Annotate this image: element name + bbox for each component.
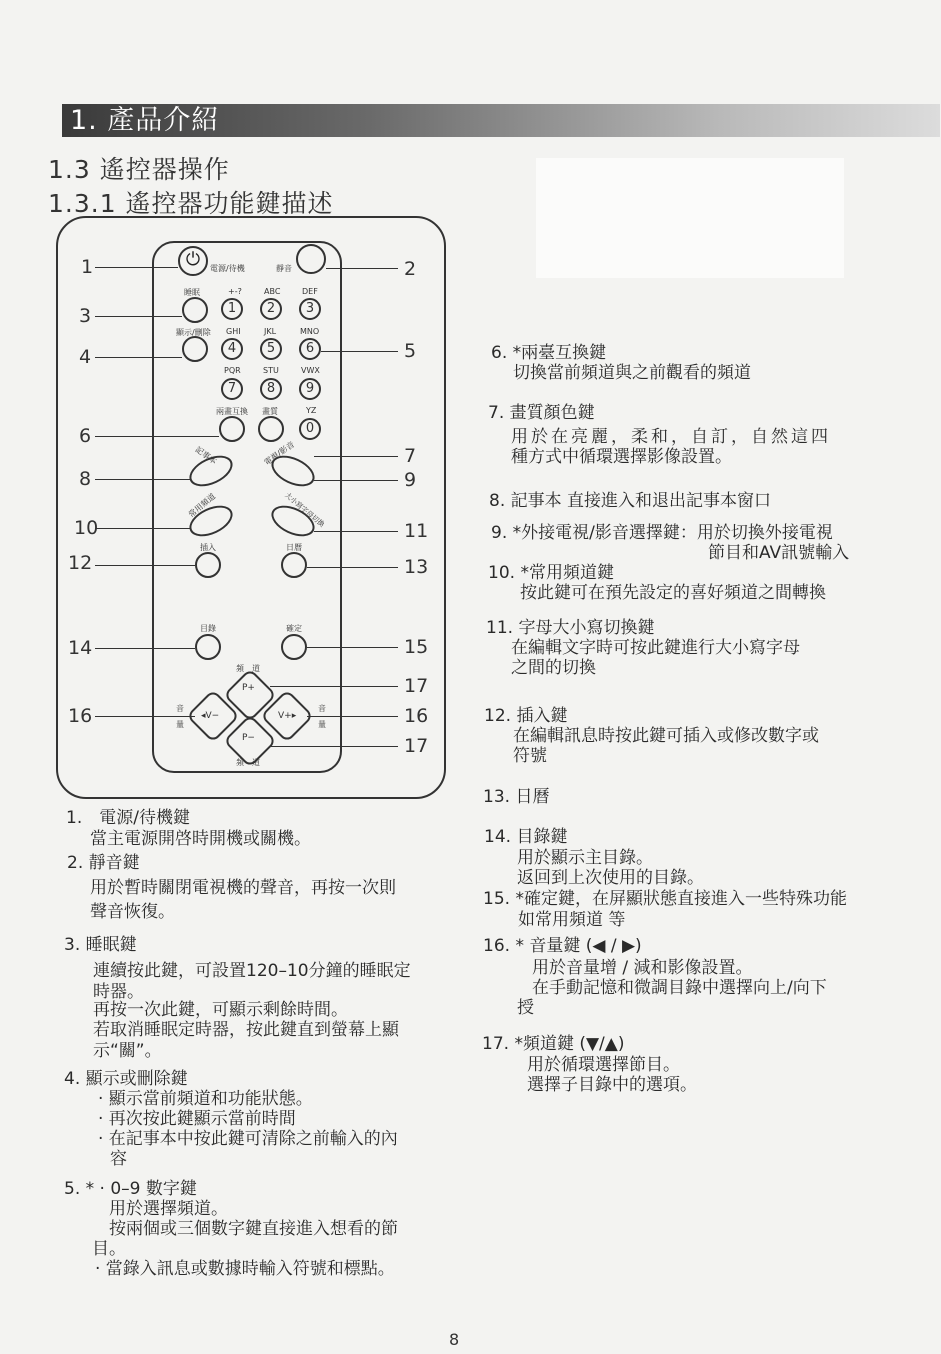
item-7-title: 7. 畫質顏色鍵 [488,403,595,423]
callout-16b: 16 [404,705,429,727]
item-6-line: 切換當前頻道與之前觀看的頻道 [513,363,751,383]
item-12-line: 符號 [513,746,547,766]
insert-button [195,552,221,578]
label-menu: 目錄 [200,624,216,633]
item-3-line: 示“關”。 [93,1041,162,1061]
item-3-line: 若取消睡眠定時器，按此鍵直到螢幕上顯 [93,1020,399,1040]
digit-5: 5 [260,338,282,360]
label-favch: 常用頻道 [186,491,218,520]
callout-10: 10 [74,517,99,539]
label-ch-bottom: 頻 道 [236,758,260,767]
blank-box [536,158,844,278]
digit-9: 9 [299,378,321,400]
label-sleep: 睡眠 [184,288,200,297]
label-pplus: P+ [242,683,255,693]
callout-line [95,479,190,480]
item-12-title: 12. 插入鍵 [484,706,568,726]
callout-line [95,436,219,437]
callout-1: 1 [81,256,94,278]
digit-7: 7 [221,378,243,400]
mute-button [296,244,326,274]
label-plusminus: +-? [228,287,242,296]
item-9-line: 節目和AV訊號輸入 [708,543,850,563]
callout-16a: 16 [68,705,93,727]
callout-line [321,351,398,352]
item-12-line: 在編輯訊息時按此鍵可插入或修改數字或 [513,726,819,746]
item-10-title: 10. *常用頻道鍵 [488,563,614,583]
item-5-line: 用於選擇頻道。 [109,1199,228,1219]
callout-line [95,565,195,566]
digit-2: 2 [260,298,282,320]
callout-11: 11 [404,520,429,542]
page-number: 8 [449,1330,460,1349]
item-1-title: 1. 電源/待機鍵 [66,808,190,828]
callout-line [307,567,398,568]
item-16-line: 授 [517,998,534,1018]
label-stu: STU [263,366,279,375]
callout-line [95,648,195,649]
callout-line [326,268,398,269]
label-power: 電源/待機 [210,264,245,273]
item-4-line: · 在記事本中按此鍵可清除之前輸入的內 [98,1129,398,1149]
label-swap: 兩畫互換 [216,407,248,416]
banner-title: 1. 產品介紹 [70,105,220,136]
label-vplus: V+▸ [278,711,297,721]
callout-4: 4 [79,346,92,368]
label-calendar: 日曆 [286,543,302,552]
label-vminus: ◂V− [201,711,220,721]
callout-line [270,746,398,747]
callout-line [314,531,398,532]
digit-4: 4 [221,338,243,360]
power-icon: ⏻ [178,246,208,276]
callout-15: 15 [404,636,429,658]
item-3-line: 再按一次此鍵，可顯示剩餘時間。 [93,1000,348,1020]
item-7-line: 種方式中循環選擇影像設置。 [511,447,732,467]
item-5-line: 按兩個或三個數字鍵直接進入想看的節 [109,1219,398,1239]
item-10-line: 按此鍵可在預先設定的喜好頻道之間轉換 [520,583,826,603]
item-15-line: 如常用頻道 等 [518,910,626,930]
section-heading: 1.3 遙控器操作 [48,155,230,184]
label-tvav: 電視/影音 [262,439,297,468]
item-3-line: 時器。 [93,982,144,1002]
label-jkl: JKL [264,327,277,336]
label-vol-right: 音量 [318,704,326,729]
label-abc: ABC [264,287,281,296]
callout-line [314,456,398,457]
item-6-title: 6. *兩臺互換鍵 [491,343,607,363]
calendar-button [281,552,307,578]
callout-3: 3 [79,305,92,327]
item-11-line: 之間的切換 [511,658,596,678]
item-16-line: 用於音量增 / 減和影像設置。 [532,958,753,978]
callout-line [307,716,398,717]
item-14-line: 用於顯示主目錄。 [517,848,653,868]
item-7-line: 用於在亮麗，柔和，自訂，自然這四 [511,427,831,447]
label-mute: 靜音 [276,264,292,273]
callout-line [314,480,398,481]
quality-button [258,416,284,442]
item-11-title: 11. 字母大小寫切換鍵 [486,618,655,638]
item-17-line: 選擇子目錄中的選項。 [527,1075,697,1095]
callout-line [307,647,398,648]
callout-2: 2 [404,258,417,280]
ok-button [281,634,307,660]
item-5-title: 5. * · 0–9 數字鍵 [64,1179,197,1199]
digit-6: 6 [299,338,321,360]
callout-line [95,316,182,317]
callout-line [95,716,195,717]
callout-7: 7 [404,445,417,467]
item-4-line: · 再次按此鍵顯示當前時間 [98,1109,296,1129]
subsection-heading: 1.3.1 遙控器功能鍵描述 [48,189,334,218]
item-3-title: 3. 睡眠鍵 [64,935,137,955]
item-15-title: 15. *確定鍵，在屏顯狀態直接進入一些特殊功能 [483,889,847,909]
label-yz: YZ [306,406,317,415]
label-caps: 大小寫字母切換 [283,491,326,529]
item-2-line: 聲音恢復。 [90,902,175,922]
item-5-line: · 當錄入訊息或數據時輸入符號和標點。 [95,1259,395,1279]
label-ok: 確定 [286,624,302,633]
item-2-line: 用於暫時關閉電視機的聲音，再按一次則 [90,878,396,898]
label-display: 顯示/刪除 [176,328,211,337]
label-vol-left: 音量 [176,704,184,729]
item-4-line: · 顯示當前頻道和功能狀態。 [98,1089,313,1109]
callout-5: 5 [404,340,417,362]
sleep-button [182,297,208,323]
label-pqr: PQR [224,366,241,375]
swap-button [219,416,245,442]
callout-line [95,528,190,529]
item-16-title: 16. * 音量鍵 (◀ / ▶) [483,936,642,956]
item-8-title: 8. 記事本 直接進入和退出記事本窗口 [489,491,772,511]
callout-6: 6 [79,425,92,447]
item-4-title: 4. 顯示或刪除鍵 [64,1069,188,1089]
label-insert: 插入 [200,543,216,552]
callout-line [95,357,182,358]
item-3-line: 連續按此鍵，可設置120–10分鐘的睡眠定 [93,961,411,981]
digit-3: 3 [299,298,321,320]
item-17-title: 17. *頻道鍵 (▼/▲) [482,1034,625,1054]
callout-line [95,267,178,268]
menu-button [195,634,221,660]
label-def: DEF [302,287,318,296]
item-11-line: 在編輯文字時可按此鍵進行大小寫字母 [511,638,800,658]
item-4-line: 容 [110,1149,127,1169]
callout-line [270,686,398,687]
display-delete-button [182,336,208,362]
item-14-line: 返回到上次使用的目錄。 [517,868,704,888]
item-5-line: 目。 [92,1239,126,1259]
callout-14: 14 [68,637,93,659]
callout-12: 12 [68,552,93,574]
label-quality: 畫質 [262,407,278,416]
item-2-title: 2. 靜音鍵 [67,853,140,873]
callout-17b: 17 [404,735,429,757]
callout-9: 9 [404,469,417,491]
digit-1: 1 [221,298,243,320]
item-14-title: 14. 目錄鍵 [484,827,568,847]
label-mno: MNO [300,327,320,336]
item-9-title: 9. *外接電視/影音選擇鍵：用於切換外接電視 [491,523,833,543]
label-ch-top: 頻 道 [236,664,260,673]
digit-0: 0 [299,418,321,440]
item-1-line: 當主電源開啓時開機或關機。 [90,829,311,849]
item-16-line: 在手動記憶和微調目錄中選擇向上/向下 [532,978,827,998]
label-ghi: GHI [226,327,241,336]
label-notebook: 記事本 [193,444,219,467]
callout-17a: 17 [404,675,429,697]
item-13-title: 13. 日曆 [483,787,550,807]
item-17-line: 用於循環選擇節目。 [527,1055,680,1075]
callout-8: 8 [79,468,92,490]
label-pminus: P− [242,733,255,743]
label-vwx: VWX [301,366,320,375]
callout-13: 13 [404,556,429,578]
digit-8: 8 [260,378,282,400]
